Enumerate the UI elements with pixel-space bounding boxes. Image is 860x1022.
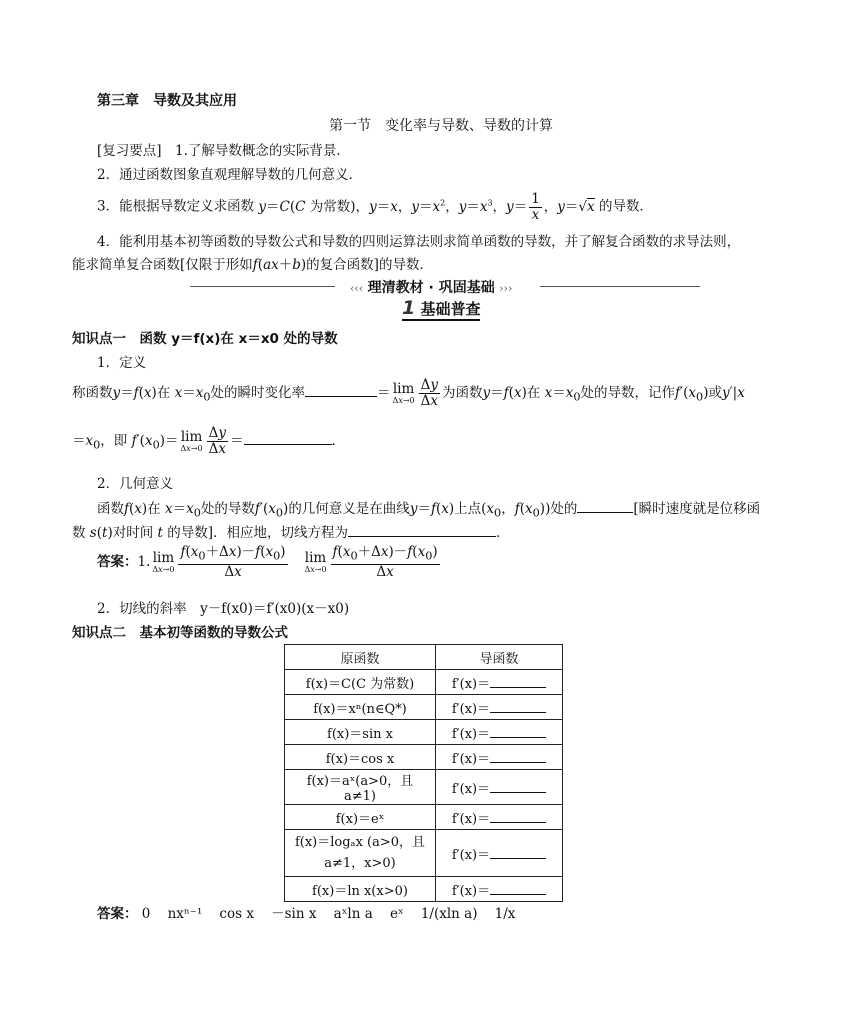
blank-answer[interactable] bbox=[490, 882, 546, 895]
answer-item: eˣ bbox=[389, 906, 404, 922]
badge-label: 基础普查 bbox=[420, 300, 481, 318]
review-point-3-suffix: 的导数． bbox=[598, 198, 653, 215]
banner-text: 理清教材 · 巩固基础 bbox=[367, 280, 495, 296]
table-row: f(x)＝sin x f′(x)＝ bbox=[285, 720, 563, 745]
banner-line-left bbox=[190, 286, 335, 287]
kp1-answer-1: 答案：1. lim Δx→0 $\frac{f(x_0+\Delta x)-f(x_0)}{\Delta x}$ lim Δx→0 $\frac{f(x_0+\Delta x)-f(x_0)}{\Delta x}$ bbox=[97, 544, 438, 580]
blank-answer[interactable] bbox=[490, 846, 546, 859]
blank-answer[interactable] bbox=[490, 810, 546, 823]
kp1-def-line1: 称函数y＝f(x)在 $x=x_0$处的瞬时变化率 ＝ lim Δx→0 $\frac{\Delta y}{\Delta x}$ 为函数y＝f(x)在 $x=x_0$处的导数，记作$f'(x_0)$或y′|x bbox=[72, 377, 745, 409]
kp1-geo-heading: 2．几何意义 bbox=[97, 476, 174, 492]
answer-item: －sin x bbox=[271, 906, 317, 922]
table-row: f(x)＝ln x(x>0) f′(x)＝ bbox=[285, 877, 563, 902]
answer-item: 0 bbox=[141, 906, 151, 922]
blank-geo-meaning[interactable] bbox=[577, 500, 633, 513]
kp1-def-line2: $=x_0$，即 $f'(x_0)=$ lim Δx→0 $\frac{\Delta y}{\Delta x}$ ＝ ． bbox=[72, 425, 345, 457]
blank-answer[interactable] bbox=[490, 750, 546, 763]
answer-item: 1/x bbox=[494, 906, 516, 922]
review-point-3: 3．能根据导数定义求函数 y＝C(C 为常数)，y＝x，$y=x^2$，$y=x^3$，y＝ $\frac{1}{x}$ ，y＝√x 的导数． bbox=[97, 190, 653, 223]
blank-answer[interactable] bbox=[490, 675, 546, 688]
review-point-4-line2: 能求简单复合函数[仅限于形如f(ax＋b)的复合函数]的导数． bbox=[72, 257, 433, 273]
answer-item: nxⁿ⁻¹ bbox=[167, 906, 203, 922]
table-row: f(x)＝aˣ(a>0，且 a≠1) f′(x)＝ bbox=[285, 770, 563, 805]
table-row: f(x)＝xⁿ(n∈Q*) f′(x)＝ bbox=[285, 695, 563, 720]
kp1-def-heading: 1．定义 bbox=[97, 355, 147, 371]
kp2-heading: 知识点二 基本初等函数的导数公式 bbox=[72, 625, 288, 641]
answer-item: aˣln a bbox=[333, 906, 373, 922]
banner-arrows-left-icon: ‹‹‹ bbox=[350, 282, 364, 295]
review-point-3-prefix: 3．能根据导数定义求函数 bbox=[97, 198, 255, 215]
answer-item: 1/(xln a) bbox=[420, 906, 478, 922]
table-row: f(x)＝C(C 为常数) f′(x)＝ bbox=[285, 670, 563, 695]
kp1-geo-line2: 数 s(t)对时间 t 的导数]．相应地，切线方程为 ． bbox=[72, 525, 510, 541]
table-header-row bbox=[285, 645, 563, 670]
blank-answer[interactable] bbox=[490, 780, 546, 793]
review-point-4-line1: 4．能利用基本初等函数的导数公式和导数的四则运算法则求简单函数的导数，并了解复合函数的求导法则， bbox=[97, 234, 741, 250]
kp1-geo-line1: 函数f(x)在 $x=x_0$处的导数$f'(x_0)$的几何意义是在曲线y＝f(x)上点($x_0$，$f(x_0)$)处的 [瞬时速度就是位移函 bbox=[97, 501, 761, 520]
table-header-original: 原函数 bbox=[285, 645, 436, 670]
banner-line-right bbox=[540, 286, 700, 287]
kp1-answer-2: 2．切线的斜率 y－f(x0)＝f′(x0)(x－x0) bbox=[97, 601, 350, 617]
review-intro: [复习要点] 1.了解导数概念的实际背景． bbox=[97, 143, 350, 159]
blank-rate[interactable] bbox=[305, 384, 377, 397]
chapter-title: 第三章 导数及其应用 bbox=[97, 93, 237, 109]
kp2-answers: 答案： 0 nxⁿ⁻¹ cos x －sin x aˣln a eˣ 1/(xln a) 1/x bbox=[97, 906, 516, 922]
badge-number: 1 bbox=[402, 297, 416, 319]
blank-derivative-def[interactable] bbox=[244, 432, 332, 445]
section-badge bbox=[402, 297, 480, 321]
table-row: f(x)＝eˣ f′(x)＝ bbox=[285, 805, 563, 830]
kp1-heading: 知识点一 函数 y＝f(x)在 x＝x0 处的导数 bbox=[72, 331, 338, 347]
table-header-derivative: 导函数 bbox=[436, 645, 563, 670]
banner-arrows-right-icon: ››› bbox=[499, 282, 513, 295]
table-row: f(x)＝logₐx (a>0，且 a≠1，x>0) f′(x)＝ bbox=[285, 830, 563, 877]
answer-item: cos x bbox=[219, 906, 254, 922]
blank-tangent-equation[interactable] bbox=[348, 524, 496, 537]
blank-answer[interactable] bbox=[490, 725, 546, 738]
table-row: f(x)＝cos x f′(x)＝ bbox=[285, 745, 563, 770]
section-title: 第一节 变化率与导数、导数的计算 bbox=[329, 118, 553, 134]
blank-answer[interactable] bbox=[490, 700, 546, 713]
derivative-table bbox=[284, 644, 563, 902]
banner bbox=[350, 277, 512, 297]
review-point-2: 2．通过函数图象直观理解导数的几何意义． bbox=[97, 167, 363, 183]
